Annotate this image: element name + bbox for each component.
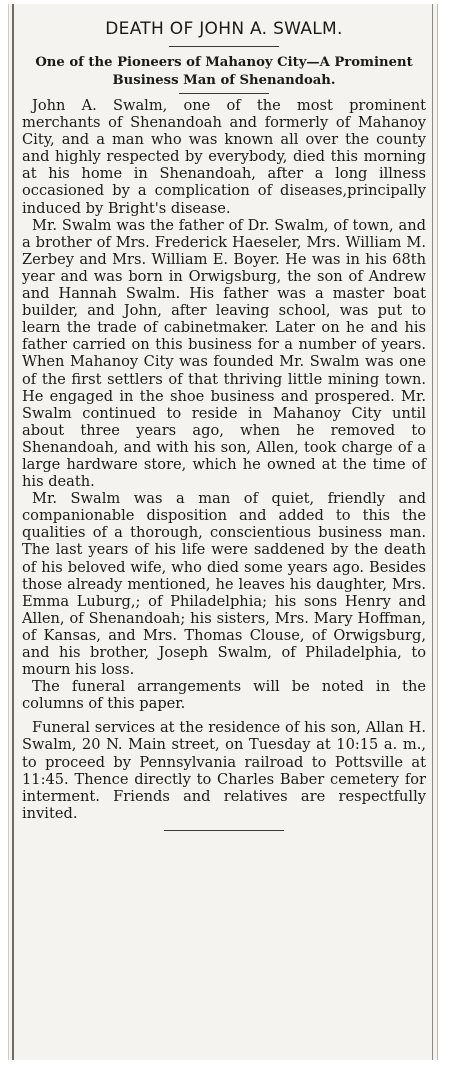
article-body — [22, 97, 426, 822]
paragraph-death-notice: John A. Swalm, one of the most prominent merchants of Shenandoah and formerly of Mahanoy City, and a man who was known all over the county and highly respected by everybody, died this morning at his home in Shenandoah, after a long illness occasioned by a complication of diseases,principally induced by Bright's disease. — [22, 97, 426, 217]
paragraph-funeral-notice: The funeral arrangements will be noted in the columns of this paper. — [22, 678, 426, 713]
headline-rule — [169, 46, 279, 47]
headline: DEATH OF JOHN A. SWALM. — [105, 19, 343, 39]
subheadline: One of the Pioneers of Mahanoy City—A Prominent Business Man of Shenandoah. — [35, 55, 413, 88]
paragraph-funeral-services: Funeral services at the residence of his son, Allan H. Swalm, 20 N. Main street, on Tuesday at 10:15 a. m., to proceed by Pennsylvania railroad to Pottsville at 11:45. Thence directly to Charles Baber cemetery for interment. Friends and relatives are respectfully invited. — [22, 719, 426, 822]
paragraph-character: Mr. Swalm was a man of quiet, friendly and companionable disposition and added to this the qualities of a thorough, conscientious business man. The last years of his life were saddened by the death of his beloved wife, who died some years ago. Besides those already mentioned, he leaves his daughter, Mrs. Emma Luburg,; of Philadelphia; his sons Henry and Allen, of Shenandoah; his sisters, Mrs. Mary Hoffman, of Kansas, and Mrs. Thomas Clouse, of Orwigsburg, and his brother, Joseph Swalm, of Philadelphia, to mourn his loss. — [22, 490, 426, 679]
column-rule-right — [432, 4, 433, 1060]
article-column — [22, 18, 426, 831]
end-rule — [164, 830, 284, 831]
paragraph-biography: Mr. Swalm was the father of Dr. Swalm, of town, and a brother of Mrs. Frederick Haeseler, Mrs. William M. Zerbey and Mrs. William E. Boyer. He was in his 68th year and was born in Orwigsburg, the son of Andrew and Hannah Swalm. His father was a master boat builder, and John, after leaving school, was put to learn the trade of cabinetmaker. Later on he and his father carried on this business for a number of years. When Mahanoy City was founded Mr. Swalm was one of the first settlers of that thriving little mining town. He engaged in the shoe business and prospered. Mr. Swalm continued to reside in Mahanoy City until about three years ago, when he removed to Shenandoah, and with his son, Allen, took charge of a large hardware store, which he owned at the time of his death. — [22, 216, 426, 491]
column-rule-left — [12, 4, 14, 1060]
subheadline-rule — [179, 93, 269, 94]
